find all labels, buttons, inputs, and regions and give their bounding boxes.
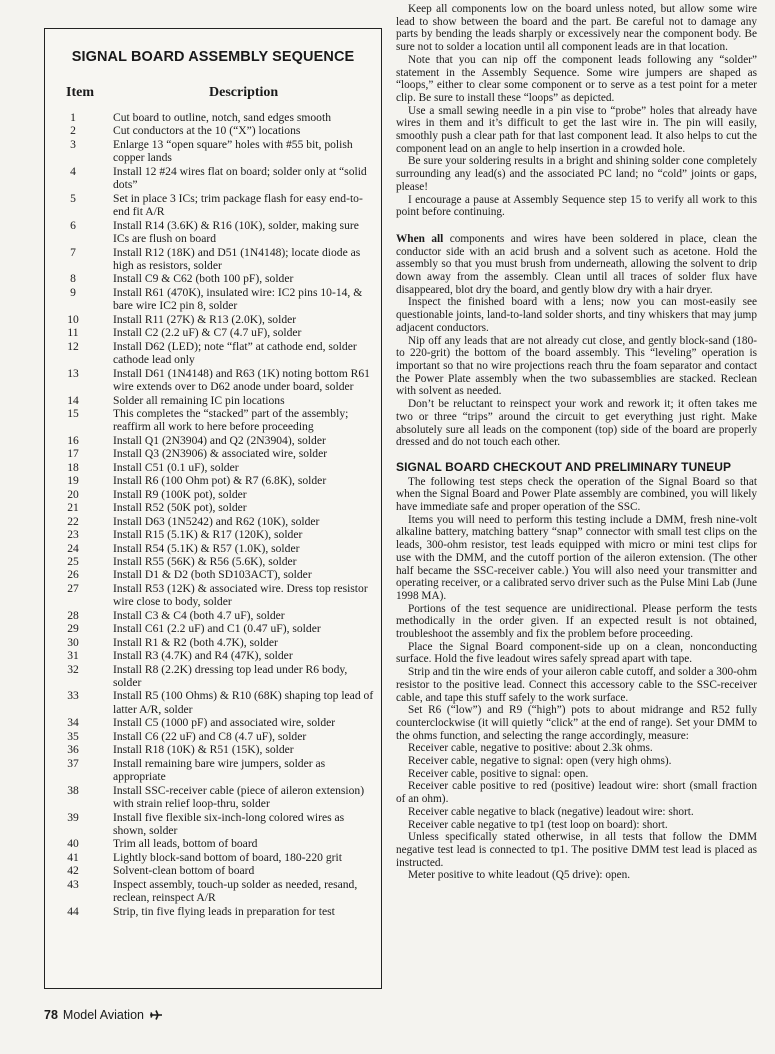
paragraph: Set R6 (“low”) and R9 (“high”) pots to about midrange and R52 fully counterclockwise (it will quietly “click” at the end of range). Set your DMM to the ohms function, and selecting the range accordingly, measure: bbox=[396, 704, 757, 742]
item-number: 33 bbox=[67, 689, 79, 703]
item-description: Install 12 #24 wires flat on board; solder only at “solid dots” bbox=[113, 164, 367, 192]
sequence-item bbox=[53, 434, 375, 447]
item-description: Install R53 (12K) & associated wire. Dress top resistor wire close to body, solder bbox=[113, 581, 368, 609]
item-description: Cut board to outline, notch, sand edges smooth bbox=[113, 111, 331, 124]
paragraph: Nip off any leads that are not already cut close, and gently block-sand (180- to 220-grit) the bottom of the board assembly. This “leveling” operation is important so that no wire projections reach thru the foam separator and contact the Power Plate assembly when the two subassemblies are stacked. Reclean with solvent as needed. bbox=[396, 334, 757, 398]
sequence-item bbox=[53, 851, 375, 864]
item-number: 44 bbox=[67, 904, 79, 918]
item-number: 14 bbox=[67, 393, 79, 407]
measurement: Receiver cable, positive to signal: open. bbox=[408, 767, 589, 780]
sequence-item bbox=[53, 743, 375, 756]
sequence-item bbox=[53, 192, 375, 219]
sequence-item bbox=[53, 447, 375, 460]
sequence-item bbox=[53, 730, 375, 743]
item-number: 12 bbox=[67, 339, 79, 353]
item-description: Install R9 (100K pot), solder bbox=[113, 487, 247, 501]
item-description: Install R61 (470K), insulated wire: IC2 pins 10-14, & bare wire IC2 pin 8, solder bbox=[113, 285, 363, 313]
sequence-list bbox=[53, 111, 375, 918]
item-number: 38 bbox=[67, 783, 79, 797]
item-description: Solvent-clean bottom of board bbox=[113, 864, 255, 878]
item-description: This completes the “stacked” part of the assembly; reaffirm all work to here before proceeding bbox=[113, 406, 349, 434]
sequence-item bbox=[53, 784, 375, 811]
item-description: Install R54 (5.1K) & R57 (1.0K), solder bbox=[113, 541, 300, 555]
item-number: 8 bbox=[70, 272, 76, 286]
lead-in: When all bbox=[396, 232, 444, 245]
item-description: Set in place 3 ICs; trim package flash for easy end-to-end fit A/R bbox=[113, 191, 363, 219]
sequence-item bbox=[53, 636, 375, 649]
item-number: 30 bbox=[67, 635, 79, 649]
sequence-item bbox=[53, 864, 375, 877]
item-description: Install R18 (10K) & R51 (15K), solder bbox=[113, 743, 294, 757]
item-description: Install R5 (100 Ohms) & R10 (68K) shaping top lead of latter A/R, solder bbox=[113, 689, 374, 716]
item-number: 10 bbox=[67, 312, 79, 326]
item-description: Trim all leads, bottom of board bbox=[113, 837, 258, 851]
measurement: Receiver cable negative to black (negative) leadout wire: short. bbox=[408, 805, 694, 818]
item-description: Install C6 (22 uF) and C8 (4.7 uF), solder bbox=[113, 729, 307, 743]
item-number: 23 bbox=[67, 528, 79, 542]
item-description: Install R55 (56K) & R56 (5.6K), solder bbox=[113, 554, 297, 568]
sequence-item bbox=[53, 515, 375, 528]
sequence-item bbox=[53, 367, 375, 394]
item-description: Install C2 (2.2 uF) & C7 (4.7 uF), solder bbox=[113, 326, 302, 340]
sequence-item bbox=[53, 905, 375, 918]
paragraph: Don’t be reluctant to reinspect your work and rework it; it often takes me two or three “trips” around the circuit to get everything just right. Make absolutely sure all leads on the component (top) side of the board are properly dressed and do not touch each other. bbox=[396, 398, 757, 449]
article-text bbox=[396, 3, 757, 882]
paragraph: Portions of the test sequence are unidirectional. Please perform the tests methodically in the order given. If an expected result is not obtained, troubleshoot the assembly and fix the problem before proceeding. bbox=[396, 602, 757, 641]
item-number: 43 bbox=[67, 877, 79, 891]
item-description: Install C9 & C62 (both 100 pF), solder bbox=[113, 272, 294, 286]
item-number: 17 bbox=[67, 447, 79, 461]
sequence-item bbox=[53, 568, 375, 581]
paragraph: Keep all components low on the board unless noted, but allow some wire lead to show between the board and the part. Be careful not to damage any parts by bending the leads sharply or excessively near the component body. Be sure not to solder a location until all component leads are in that location. bbox=[396, 3, 757, 54]
sequence-item bbox=[53, 528, 375, 541]
item-number: 25 bbox=[67, 554, 79, 568]
sequence-item bbox=[53, 837, 375, 850]
item-number: 24 bbox=[67, 541, 79, 555]
measurement: Receiver cable negative to tp1 (test loop on board): short. bbox=[408, 818, 668, 831]
item-description: Install Q3 (2N3906) & associated wire, solder bbox=[113, 447, 328, 461]
item-description: Install five flexible six-inch-long colored wires as shown, solder bbox=[113, 810, 345, 838]
item-description: Install R14 (3.6K) & R16 (10K), solder, making sure ICs are flush on board bbox=[113, 218, 359, 246]
sequence-item bbox=[53, 111, 375, 124]
paragraph: Inspect the finished board with a lens; now you can most-easily see questionable joints, land-to-land solder shorts, and tiny whiskers that may jump adjacent conductors. bbox=[396, 296, 757, 334]
item-number: 13 bbox=[67, 366, 79, 380]
sequence-item bbox=[53, 649, 375, 662]
item-description: Install D61 (1N4148) and R63 (1K) noting bottom R61 wire extends over to D62 anode under board, solder bbox=[113, 366, 370, 394]
paragraph-text: components and wires have been soldered in place, clean the conductor side with an acid brush and a solvent such as acetone. Hold the assembly so that you must brush from underneath, allowing the solvent to drip down away from the assembly. Clean until all traces of solder flux have disappeared, blot dry the board, and gently blow dry with a hair dryer. bbox=[396, 232, 757, 296]
item-number: 31 bbox=[67, 649, 79, 663]
item-number: 26 bbox=[67, 568, 79, 582]
item-number: 22 bbox=[67, 514, 79, 528]
item-description: Install R15 (5.1K) & R17 (120K), solder bbox=[113, 528, 303, 542]
item-number: 27 bbox=[67, 581, 79, 595]
item-description: Install remaining bare wire jumpers, solder as appropriate bbox=[113, 756, 326, 784]
paragraph: Place the Signal Board component-side up on a clean, nonconducting surface. Hold the five leadout wires safely spread apart with tape. bbox=[396, 640, 757, 666]
item-description: Install R1 & R2 (both 4.7K), solder bbox=[113, 635, 278, 649]
section-heading: SIGNAL BOARD CHECKOUT AND PRELIMINARY TUNEUP bbox=[396, 459, 732, 474]
item-description: Install R11 (27K) & R13 (2.0K), solder bbox=[113, 312, 297, 326]
paragraph: Note that you can nip off the component leads following any “solder” statement in the Assembly Sequence. Some wire jumpers are shaped as “loops,” either to clear some component or to serve as a test point for a meter clip. Be sure to install these “loops” as depicted. bbox=[396, 53, 757, 104]
item-description: Install C3 & C4 (both 4.7 uF), solder bbox=[113, 608, 285, 622]
page-footer bbox=[44, 1008, 163, 1022]
sequence-item bbox=[53, 286, 375, 313]
item-number: 32 bbox=[67, 662, 79, 676]
item-number: 15 bbox=[67, 406, 79, 420]
sequence-item bbox=[53, 757, 375, 784]
sequence-item bbox=[53, 313, 375, 326]
item-description: Install D63 (1N5242) and R62 (10K), solder bbox=[113, 514, 320, 528]
sequence-item bbox=[53, 394, 375, 407]
paragraph: Strip and tin the wire ends of your aileron cable cutoff, and solder a 300-ohm resistor to the positive lead. Connect this accessory cable to the SSC-receiver cable, and tape this stuff safely to the work surface. bbox=[396, 666, 757, 704]
item-description: Inspect assembly, touch-up solder as needed, resand, reclean, reinspect A/R bbox=[113, 877, 358, 905]
item-number: 20 bbox=[67, 487, 79, 501]
item-description: Install D1 & D2 (both SD103ACT), solder bbox=[113, 568, 312, 582]
item-number: 34 bbox=[67, 716, 79, 730]
sequence-item bbox=[53, 663, 375, 690]
item-number: 29 bbox=[67, 622, 79, 636]
airplane-icon bbox=[149, 1009, 163, 1021]
sequence-item bbox=[53, 542, 375, 555]
item-description: Lightly block-sand bottom of board, 180-220 grit bbox=[113, 850, 342, 864]
item-number: 35 bbox=[67, 729, 79, 743]
item-number: 19 bbox=[67, 474, 79, 488]
item-number: 21 bbox=[67, 501, 79, 515]
sequence-item bbox=[53, 219, 375, 246]
paragraph: Unless specifically stated otherwise, in all tests that follow the DMM negative test lead is connected to tp1. The positive DMM test lead is placed as instructed. bbox=[396, 831, 757, 869]
sequence-item bbox=[53, 555, 375, 568]
item-number: 40 bbox=[67, 837, 79, 851]
sequence-item bbox=[53, 878, 375, 905]
paragraph: Use a small sewing needle in a pin vise to “probe” holes that already have wires in them and it’s difficult to get the last wire in. The pin will easily, smoothly push a clear path for that last component lead. It also helps to cut the component lead on an angle to help insertion in a crowded hole. bbox=[396, 104, 757, 155]
assembly-sequence-box bbox=[44, 28, 382, 989]
item-number: 2 bbox=[70, 124, 76, 138]
sequence-item bbox=[53, 811, 375, 838]
item-number: 36 bbox=[67, 743, 79, 757]
item-description: Install Q1 (2N3904) and Q2 (2N3904), solder bbox=[113, 433, 326, 447]
measurement: Meter positive to white leadout (Q5 drive): open. bbox=[408, 869, 631, 882]
sequence-item bbox=[53, 326, 375, 339]
sequence-item bbox=[53, 609, 375, 622]
item-number: 16 bbox=[67, 433, 79, 447]
sequence-item bbox=[53, 340, 375, 367]
sequence-item bbox=[53, 246, 375, 273]
item-description: Install R8 (2.2K) dressing top lead under R6 body, solder bbox=[113, 662, 348, 690]
item-number: 11 bbox=[67, 326, 79, 340]
item-description: Cut conductors at the 10 (“X”) locations bbox=[113, 124, 301, 138]
item-number: 42 bbox=[67, 864, 79, 878]
description-column-header: Description bbox=[209, 85, 279, 100]
item-column-header: Item bbox=[66, 85, 94, 100]
item-number: 1 bbox=[70, 111, 76, 124]
box-title: SIGNAL BOARD ASSEMBLY SEQUENCE bbox=[71, 49, 355, 65]
paragraph: Items you will need to perform this testing include a DMM, fresh nine-volt alkaline battery, matching battery “snap” connector with small test clips on the leads, 300-ohm resistor, test leads equipped with micro or mini test clips for use with the DMM, and the cutoff portion of the aileron extension. (The other half became the SSC-receiver cable.) You will also need your transmitter and operating receiver, or a calibrated servo driver such as the Pulse Mini Lab (June 1998 MA). bbox=[396, 513, 757, 602]
item-number: 5 bbox=[70, 191, 76, 205]
item-description: Solder all remaining IC pin locations bbox=[113, 393, 285, 407]
sequence-item bbox=[53, 582, 375, 609]
magazine-name: Model Aviation bbox=[62, 1008, 144, 1022]
sequence-item bbox=[53, 138, 375, 165]
item-number: 9 bbox=[70, 285, 76, 299]
item-number: 4 bbox=[70, 164, 76, 178]
sequence-item bbox=[53, 488, 375, 501]
sequence-item bbox=[53, 716, 375, 729]
item-number: 39 bbox=[67, 810, 79, 824]
paragraph: I encourage a pause at Assembly Sequence step 15 to verify all work to this point before continuing. bbox=[396, 193, 757, 219]
item-description: Install R6 (100 Ohm pot) & R7 (6.8K), solder bbox=[113, 474, 327, 488]
sequence-item bbox=[53, 461, 375, 474]
measurement: Receiver cable positive to red (positive) leadout wire: short (small fraction of an ohm). bbox=[396, 780, 757, 806]
item-description: Install C51 (0.1 uF), solder bbox=[113, 460, 239, 474]
sequence-item bbox=[53, 165, 375, 192]
measurement: Receiver cable, negative to positive: about 2.3k ohms. bbox=[408, 742, 653, 755]
item-description: Install R52 (50K pot), solder bbox=[113, 501, 247, 515]
sequence-item bbox=[53, 124, 375, 137]
item-number: 28 bbox=[67, 608, 79, 622]
sequence-item bbox=[53, 407, 375, 434]
paragraph bbox=[396, 233, 757, 297]
item-number: 41 bbox=[67, 850, 79, 864]
item-number: 3 bbox=[70, 137, 76, 151]
item-description: Install R3 (4.7K) and R4 (47K), solder bbox=[113, 649, 293, 663]
sequence-item bbox=[53, 689, 375, 716]
measurement: Receiver cable, negative to signal: open (very high ohms). bbox=[408, 755, 672, 768]
item-number: 7 bbox=[70, 245, 76, 259]
page-number: 78 bbox=[44, 1008, 58, 1022]
sequence-item bbox=[53, 622, 375, 635]
item-description: Install SSC-receiver cable (piece of aileron extension) with strain relief loop-thru, solder bbox=[113, 783, 365, 811]
sequence-item bbox=[53, 474, 375, 487]
item-description: Install D62 (LED); note “flat” at cathode end, solder cathode lead only bbox=[113, 339, 357, 367]
item-number: 18 bbox=[67, 460, 79, 474]
item-number: 6 bbox=[70, 218, 76, 232]
item-description: Enlarge 13 “open square” holes with #55 bit, polish copper lands bbox=[113, 137, 353, 165]
item-description: Install R12 (18K) and D51 (1N4148); locate diode as high as resistors, solder bbox=[113, 245, 361, 272]
item-description: Install C61 (2.2 uF) and C1 (0.47 uF), solder bbox=[113, 622, 321, 636]
sequence-item bbox=[53, 272, 375, 285]
item-number: 37 bbox=[67, 756, 79, 770]
paragraph: Be sure your soldering results in a bright and shining solder cone completely surrounding any lead(s) and the associated PC land; no “cold” joints or gaps, please! bbox=[396, 155, 757, 193]
paragraph: The following test steps check the operation of the Signal Board so that when the Signal Board and Power Plate assembly are combined, you will likely have immediate safe and proper operation of the SSC. bbox=[396, 475, 757, 514]
item-description: Install C5 (1000 pF) and associated wire, solder bbox=[113, 716, 336, 730]
item-description: Strip, tin five flying leads in preparation for test bbox=[113, 904, 335, 918]
sequence-item bbox=[53, 501, 375, 514]
